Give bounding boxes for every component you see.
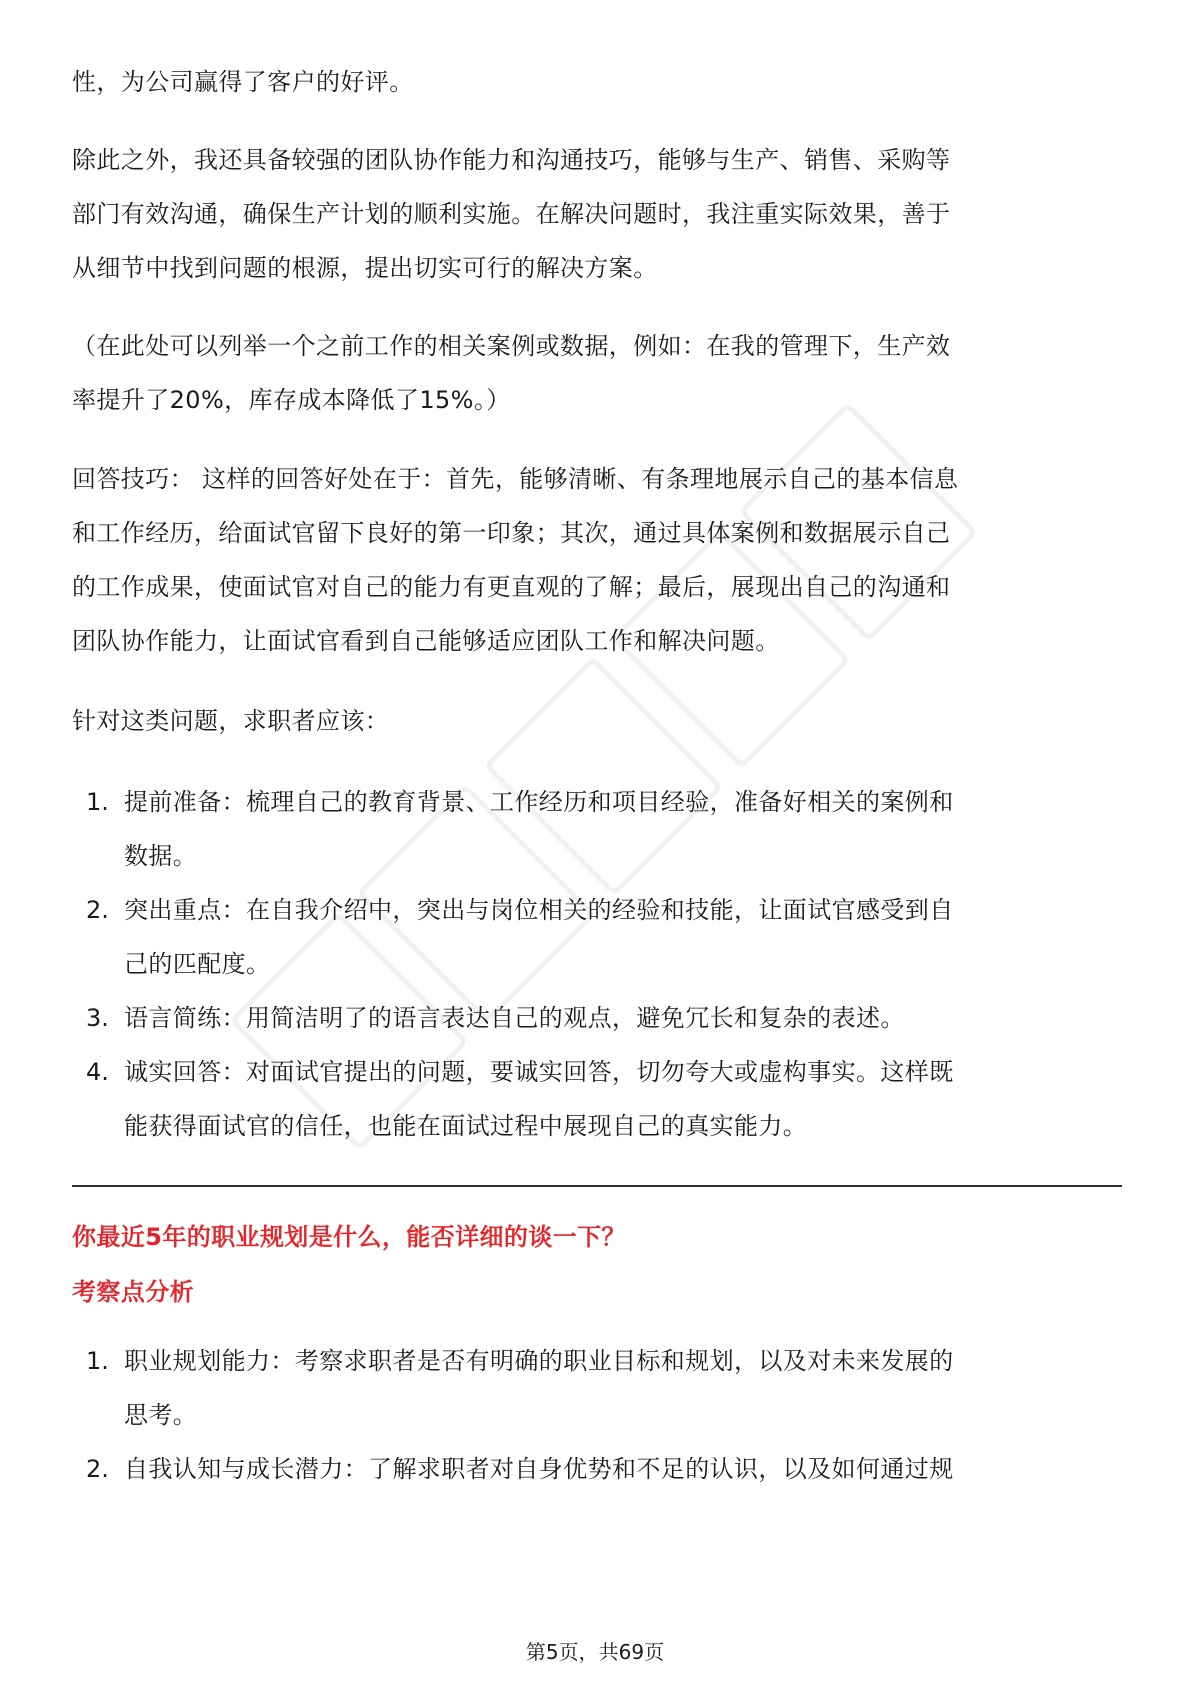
list-number: 2. (86, 896, 109, 924)
list-number: 1. (86, 1347, 109, 1375)
page-footer: 第5页，共69页 (525, 1640, 665, 1664)
list-item-line: 自我认知与成长潜力：了解求职者对自身优势和不足的认识，以及如何通过规 (124, 1455, 954, 1483)
paragraph-line: 回答技巧： 这样的回答好处在于：首先，能够清晰、有条理地展示自己的基本信息 (72, 465, 959, 493)
paragraph-line: 部门有效沟通，确保生产计划的顺利实施。在解决问题时，我注重实际效果，善于 (72, 200, 951, 228)
paragraph-line: 团队协作能力，让面试官看到自己能够适应团队工作和解决问题。 (72, 627, 780, 655)
list-item-line: 突出重点：在自我介绍中，突出与岗位相关的经验和技能，让面试官感受到自 (124, 896, 954, 924)
paragraph-line: 从细节中找到问题的根源，提出切实可行的解决方案。 (72, 254, 658, 282)
paragraph-line: 的工作成果，使面试官对自己的能力有更直观的了解；最后，展现出自己的沟通和 (72, 573, 951, 601)
paragraph-line: 针对这类问题，求职者应该： (72, 707, 390, 735)
analysis-heading: 考察点分析 (72, 1278, 194, 1306)
list-item-line: 语言简练：用简洁明了的语言表达自己的观点，避免冗长和复杂的表述。 (124, 1004, 905, 1032)
list-item-line: 能获得面试官的信任，也能在面试过程中展现自己的真实能力。 (124, 1112, 808, 1140)
paragraph-line: 除此之外，我还具备较强的团队协作能力和沟通技巧，能够与生产、销售、采购等 (72, 146, 951, 174)
list-number: 3. (86, 1004, 109, 1032)
list-number: 1. (86, 788, 109, 816)
paragraph-line: 和工作经历，给面试官留下良好的第一印象；其次，通过具体案例和数据展示自己 (72, 519, 951, 547)
list-item-line: 提前准备：梳理自己的教育背景、工作经历和项目经验，准备好相关的案例和 (124, 788, 954, 816)
question-heading: 你最近5年的职业规划是什么，能否详细的谈一下？ (72, 1223, 626, 1251)
paragraph-line: （在此处可以列举一个之前工作的相关案例或数据，例如：在我的管理下，生产效 (72, 332, 951, 360)
list-item-line: 数据。 (124, 842, 198, 870)
list-item-line: 思考。 (124, 1401, 198, 1429)
paragraph-line: 性，为公司赢得了客户的好评。 (72, 68, 414, 96)
paragraph-line: 率提升了20%，库存成本降低了15%。） (72, 386, 511, 414)
list-number: 4. (86, 1058, 109, 1086)
list-item-line: 己的匹配度。 (124, 950, 271, 978)
section-divider (72, 1185, 1122, 1187)
list-item-line: 职业规划能力：考察求职者是否有明确的职业目标和规划，以及对未来发展的 (124, 1347, 954, 1375)
list-number: 2. (86, 1455, 109, 1483)
list-item-line: 诚实回答：对面试官提出的问题，要诚实回答，切勿夸大或虚构事实。这样既 (124, 1058, 954, 1086)
